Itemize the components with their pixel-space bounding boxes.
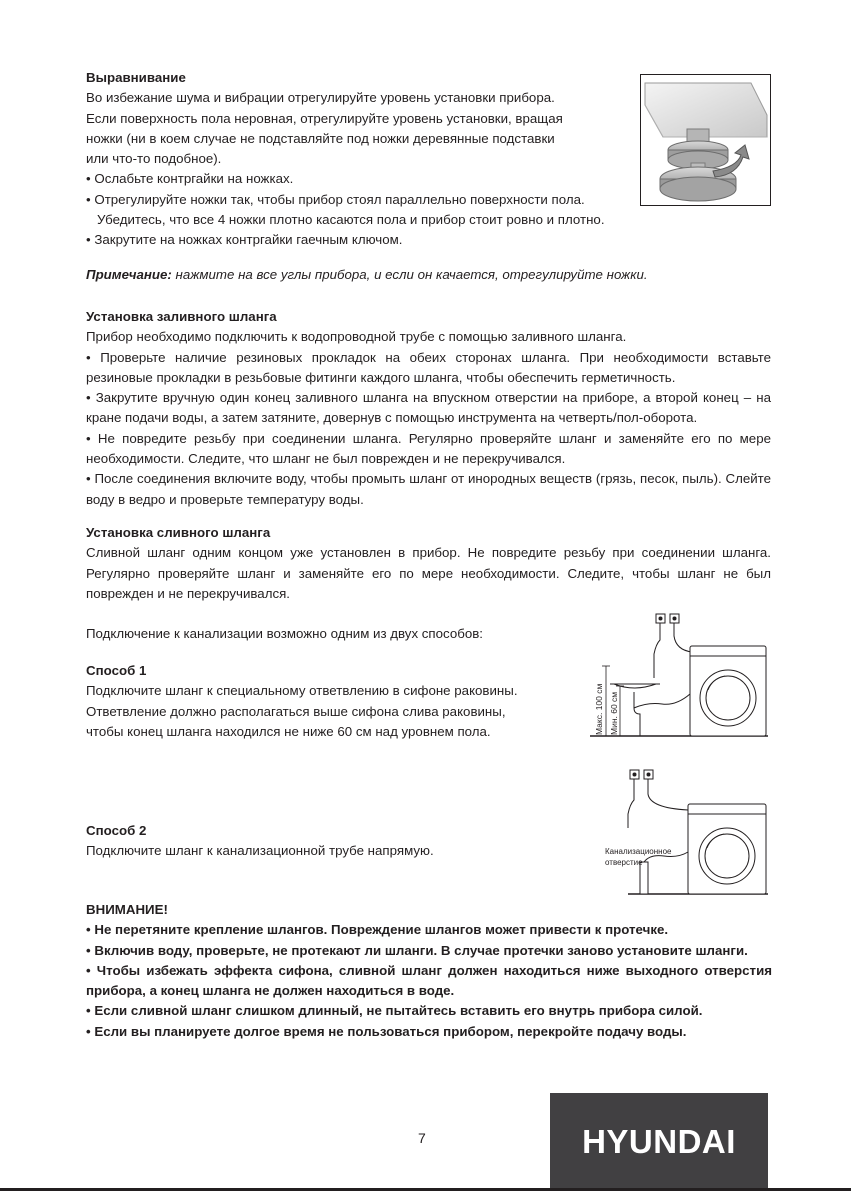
fig-drain-label-1: Канализационное bbox=[605, 847, 672, 856]
inlet-hose-section bbox=[86, 307, 771, 510]
warning-item-2: • Включив воду, проверьте, не протекают ли шланги. В случае протечки заново установите шланги. bbox=[86, 942, 748, 958]
method-2-text: Подключите шланг к канализационной трубе напрямую. bbox=[86, 843, 434, 859]
inlet-bullet-4: • После соединения включите воду, чтобы промыть шланг от инородных веществ (грязь, песок, пыль). Слейте воду в ведро и проверьте температуру воды. bbox=[86, 471, 771, 507]
method-1-line-1: Подключите шланг к специальному ответвлению в сифоне раковины. bbox=[86, 683, 518, 699]
method-1-line-3: чтобы конец шланга находился не ниже 60 см над уровнем пола. bbox=[86, 723, 491, 739]
warning-item-4: • Если сливной шланг слишком длинный, не пытайтесь вставить его внутрь прибора силой. bbox=[86, 1003, 703, 1019]
drain-paragraph: Сливной шланг одним концом уже установлен в прибор. Не повредите резьбу при соединении шланга. Регулярно проверяйте шланг и заменяйте его по мере необходимости. Следите, чтобы шланг не был поврежден и не перекручивался. bbox=[86, 545, 771, 601]
leveling-bullet-1: • Ослабьте контргайки на ножках. bbox=[86, 171, 294, 187]
method-1-section bbox=[86, 661, 556, 742]
method-2-title: Способ 2 bbox=[86, 823, 147, 838]
fig-drain-label-2: отверстие bbox=[605, 858, 643, 867]
note-label: Примечание: bbox=[86, 267, 172, 282]
fig-min-label: Мин. 60 см bbox=[609, 691, 619, 735]
drain-methods-intro: Подключение к канализации возможно одним из двух способов: bbox=[86, 626, 483, 641]
warning-title: ВНИМАНИЕ! bbox=[86, 902, 168, 917]
inlet-bullet-1: • Проверьте наличие резиновых прокладок на обеих сторонах шланга. При необходимости вставьте резиновые прокладки в резьбовые фитинги каждого шланга, чтобы обеспечить герметичность. bbox=[86, 349, 771, 385]
note bbox=[86, 265, 786, 285]
inlet-paragraph: Прибор необходимо подключить к водопроводной трубе с помощью заливного шланга. bbox=[86, 329, 627, 345]
leveling-section bbox=[86, 68, 646, 251]
note-text: нажмите на все углы прибора, и если он качается, отрегулируйте ножки. bbox=[171, 267, 648, 282]
sink-siphon-illustration bbox=[590, 608, 770, 740]
page-number: 7 bbox=[418, 1130, 426, 1146]
leveling-line-2: Если поверхность пола неровная, отрегулируйте уровень установки, вращая bbox=[86, 110, 563, 126]
drain-hose-section bbox=[86, 523, 771, 604]
leveling-line-1: Во избежание шума и вибрации отрегулируйте уровень установки прибора. bbox=[86, 90, 555, 106]
leveling-bullet-3: • Закрутите на ножках контргайки гаечным ключом. bbox=[86, 232, 403, 248]
warning-item-5: • Если вы планируете долгое время не пользоваться прибором, перекройте подачу воды. bbox=[86, 1023, 687, 1039]
method-2-figure bbox=[604, 764, 770, 898]
inlet-bullet-3: • Не повредите резьбу при соединении шланга. Регулярно проверяйте шланг и заменяйте его по мере необходимости. Следите, что шланг не был поврежден и не перекручивался. bbox=[86, 430, 771, 467]
fig-max-label: Макс. 100 см bbox=[594, 683, 604, 735]
inlet-title: Установка заливного шланга bbox=[86, 309, 277, 324]
warning-item-1: • Не перетяните крепление шлангов. Повреждение шлангов может привести к протечке. bbox=[86, 922, 669, 938]
drain-pipe-illustration bbox=[604, 764, 770, 898]
leveling-line-3: ножки (ни в коем случае не подставляйте под ножки деревянные подставки bbox=[86, 130, 555, 146]
leveling-line-4: или что-то подобное). bbox=[86, 151, 222, 167]
leveling-bullet-2: • Отрегулируйте ножки так, чтобы прибор стоял параллельно поверхности пола. bbox=[86, 191, 585, 207]
method-1-figure bbox=[590, 608, 770, 740]
leveling-title: Выравнивание bbox=[86, 70, 186, 85]
inlet-bullet-2: • Закрутите вручную один конец заливного шланга на впускном отверстии на приборе, а второй конец – на кране подачи воды, а затем затяните, довернув с помощью инструмента на четверть/пол-оборота. bbox=[86, 390, 771, 426]
warning-item-3: • Чтобы избежать эффекта сифона, сливной шланг должен находиться ниже выходного отверстия прибора, а конец шланга не должен находиться в воде. bbox=[86, 962, 772, 999]
leveling-foot-figure bbox=[640, 74, 771, 206]
warning-section bbox=[86, 900, 772, 1042]
leveling-bullet-2-cont: Убедитесь, что все 4 ножки плотно касаются пола и прибор стоит ровно и плотно. bbox=[97, 212, 605, 228]
method-1-title: Способ 1 bbox=[86, 663, 147, 678]
method-2-section bbox=[86, 821, 556, 862]
drain-title: Установка сливного шланга bbox=[86, 525, 271, 540]
brand-logo: HYUNDAI bbox=[550, 1093, 768, 1191]
method-1-line-2: Ответвление должно располагаться выше сифона слива раковины, bbox=[86, 703, 506, 719]
adjustable-foot-illustration bbox=[641, 75, 770, 205]
